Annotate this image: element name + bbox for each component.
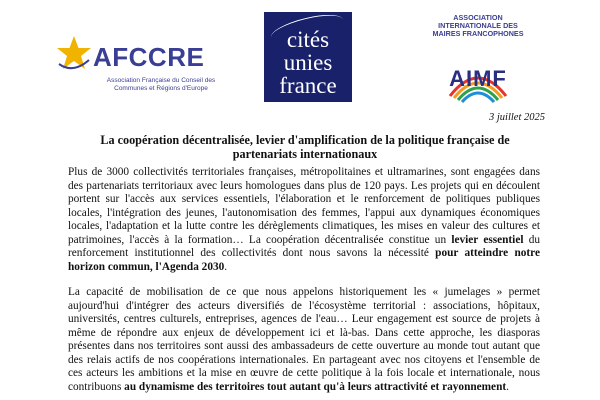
aimf-logo — [432, 14, 524, 106]
paragraph-2-text-b: . — [506, 380, 509, 393]
document-date: 3 juillet 2025 — [489, 112, 545, 123]
document-title: La coopération décentralisée, levier d'amplification de la politique française de partenariats internationaux — [100, 133, 510, 161]
logo-line-cites: cités — [286, 27, 330, 52]
cites-unies-france-logo — [264, 12, 352, 102]
afccre-logo — [55, 22, 225, 102]
paragraph-1-text-c: . — [224, 260, 228, 273]
aimf-acronym: AIMF — [449, 66, 507, 91]
paragraph-1-bold-b: pour atteindre notre horizon commun, l'Agenda 2030 — [68, 247, 541, 273]
logo-line-unies: unies — [283, 50, 333, 75]
paragraph-2-text-a: La capacité de mobilisation de ce que nous appelons historiquement les « jumelages » permet aujourd'hui d'intégrer des acteurs diversifiés de l'écosystème territorial : associations, hôpitaux, universités, centres culturels, entreprises, agences de l'eau… Leur engagement est source de projets à même de répondre aux enjeux de développement ici et là-bas. Dans cette approche, les diasporas présentes dans nos territoires sont aussi des ambassadeurs de cette ouverture au monde tout autant que des relais actifs de nos coopérations internationales. En partageant avec nos citoyens et l'ensemble de ces acteurs les ambitions et la mise en œuvre de cette politique à la fois locale et internationale, nous contribuons — [68, 286, 540, 393]
star-icon — [55, 34, 93, 74]
paragraph-1-bold-a: levier essentiel — [451, 233, 524, 246]
aimf-full-name: ASSOCIATION INTERNATIONALE DES MAIRES FRANCOPHONES — [432, 13, 524, 38]
afccre-name: AFCCRE — [93, 42, 205, 72]
paragraph-1-text-b: du renforcement institutionnel des collectivités dont nous savons la nécessité — [68, 233, 541, 259]
paragraph-1-text-a: Plus de 3000 collectivités territoriales françaises, métropolitaines et ultramarines, sont engagées dans des partenariats territoriaux avec leurs homologues dans plus de 120 pays. Les projets qui en découlent portent sur l'accès aux services essentiels, l'élaboration et le renforcement de politiques publiques locales, l'intégration des jeunes, l'autonomisation des femmes, l'appui aux dynamiques économiques locales, l'adaptation et la lutte contre les dérèglements climatiques, les mises en valeur des cultures et patrimoines, l'accès à la formation… La coopération décentralisée constitue un — [68, 166, 540, 246]
paragraph-2-bold-a: au dynamisme des territoires tout autant qu'à leurs attractivité et rayonnement — [124, 380, 507, 393]
logo-line-france: france — [279, 73, 337, 98]
paragraph-2 — [68, 286, 540, 394]
afccre-subtitle: Association Française du Conseil des Communes et Régions d'Europe — [106, 77, 216, 92]
paragraph-1 — [68, 166, 540, 274]
